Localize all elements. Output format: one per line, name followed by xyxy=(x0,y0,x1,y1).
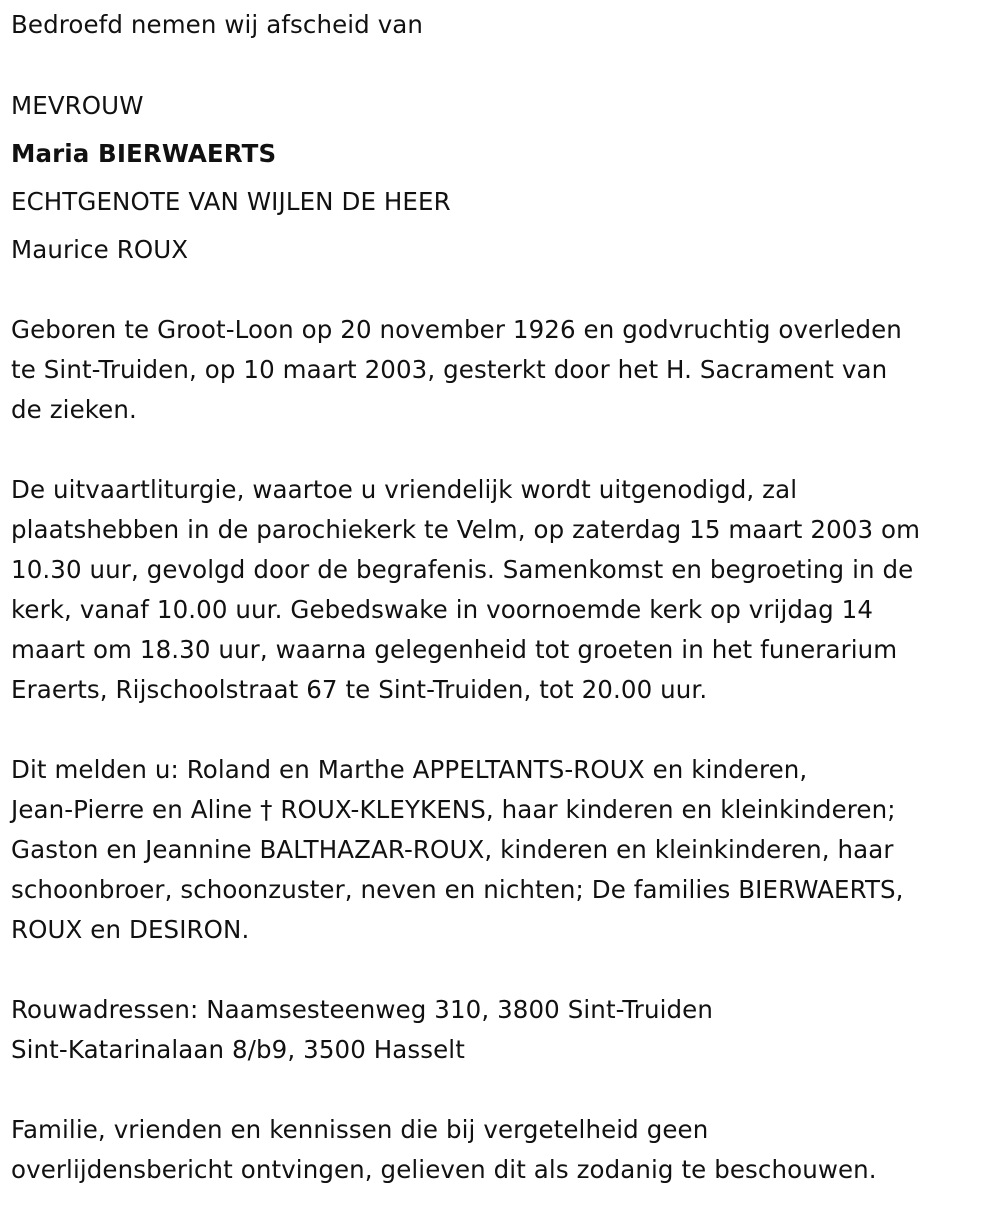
family-line: Gaston en Jeannine BALTHAZAR-ROUX, kinderen en kleinkinderen, haar xyxy=(11,835,894,864)
family-line: ROUX en DESIRON. xyxy=(11,915,250,944)
address-line: Rouwadressen: Naamsesteenweg 310, 3800 Sint-Truiden xyxy=(11,995,713,1024)
funeral-line: kerk, vanaf 10.00 uur. Gebedswake in voornoemde kerk op vrijdag 14 xyxy=(11,595,874,624)
closing-line: overlijdensbericht ontvingen, gelieven dit als zodanig te beschouwen. xyxy=(11,1155,877,1184)
funeral-line: Eraerts, Rijschoolstraat 67 te Sint-Truiden, tot 20.00 uur. xyxy=(11,675,708,704)
deceased-name: Maria BIERWAERTS xyxy=(11,139,277,168)
family-line: schoonbroer, schoonzuster, neven en nichten; De families BIERWAERTS, xyxy=(11,875,904,904)
family-line: Dit melden u: Roland en Marthe APPELTANTS-ROUX en kinderen, xyxy=(11,755,808,784)
deceased-title: MEVROUW xyxy=(11,91,144,120)
funeral-line: maart om 18.30 uur, waarna gelegenheid tot groeten in het funerarium xyxy=(11,635,898,664)
family-line: Jean-Pierre en Aline † ROUX-KLEYKENS, haar kinderen en kleinkinderen; xyxy=(11,795,896,824)
birth-death-line: de zieken. xyxy=(11,395,137,424)
spouse-name: Maurice ROUX xyxy=(11,235,189,264)
intro-text: Bedroefd nemen wij afscheid van xyxy=(11,10,424,39)
closing-line: Familie, vrienden en kennissen die bij vergetelheid geen xyxy=(11,1115,709,1144)
birth-death-line: te Sint-Truiden, op 10 maart 2003, gesterkt door het H. Sacrament van xyxy=(11,355,888,384)
funeral-line: De uitvaartliturgie, waartoe u vriendelijk wordt uitgenodigd, zal xyxy=(11,475,798,504)
birth-death-line: Geboren te Groot-Loon op 20 november 1926 en godvruchtig overleden xyxy=(11,315,902,344)
address-line: Sint-Katarinalaan 8/b9, 3500 Hasselt xyxy=(11,1035,465,1064)
funeral-line: plaatshebben in de parochiekerk te Velm, op zaterdag 15 maart 2003 om xyxy=(11,515,921,544)
deceased-relation: ECHTGENOTE VAN WIJLEN DE HEER xyxy=(11,187,451,216)
funeral-line: 10.30 uur, gevolgd door de begrafenis. Samenkomst en begroeting in de xyxy=(11,555,914,584)
